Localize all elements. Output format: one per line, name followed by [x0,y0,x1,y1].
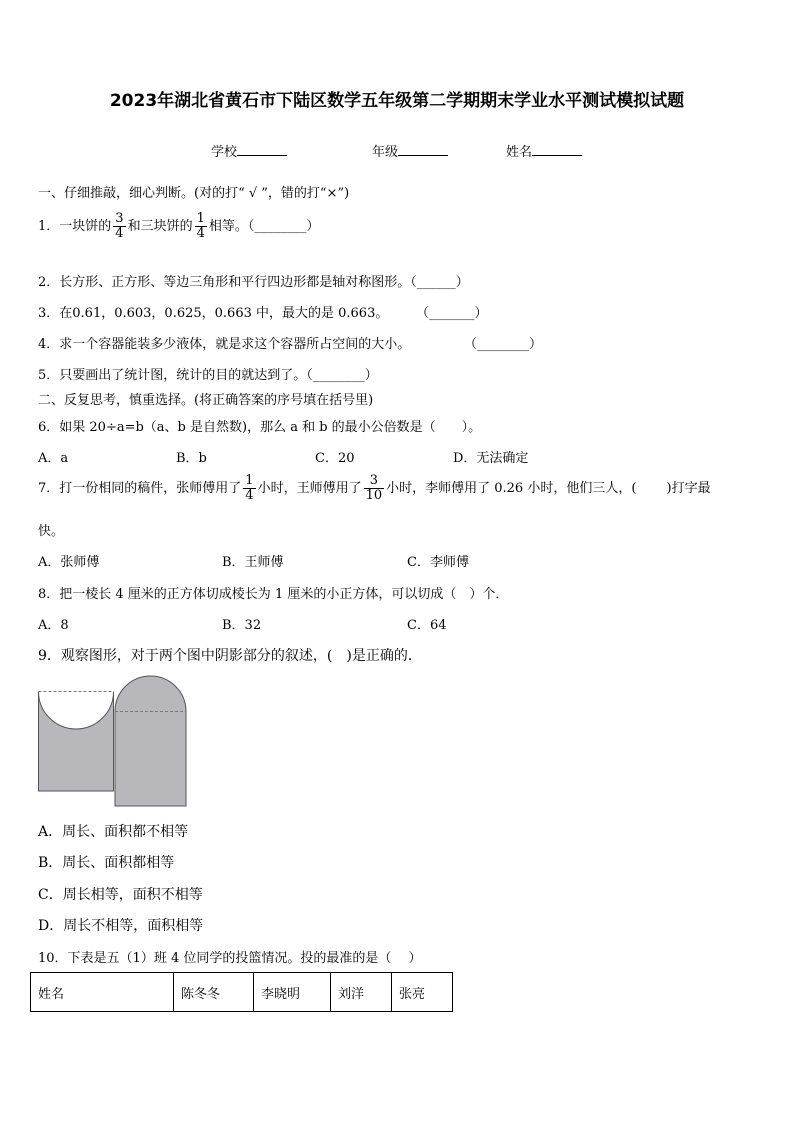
question-3 [38,302,388,321]
table-header-cell: 张亮 [392,973,453,1012]
question-4: 4．求一个容器能装多少液体，就是求这个容器所占空间的大小。 [38,337,411,352]
section-1-heading: 一、仔细推敲，细心判断。(对的打“ √ ”，错的打“×”) [38,186,350,201]
q3-text: 3．在0.61，0.603，0.625，0.663 中，最大的是 0.663。 [38,306,389,321]
question-10: 10．下表是五（1）班 4 位同学的投篮情况。投的最准的是（ ） [38,951,422,966]
q6-option-a[interactable]: A．a [38,451,69,466]
q7-text-mid: 小时，王师傅用了 [257,481,362,496]
q7-continuation: 快。 [38,524,65,539]
question-2: 2．长方形、正方形、等边三角形和平行四边形都是轴对称图形。（______） [38,275,469,290]
grade-label: 年级 [372,145,399,160]
q1-text-post: 相等。（________） [208,219,320,234]
question-7 [38,474,711,503]
question-8: 8．把一棱长 4 厘米的正方体切成棱长为 1 厘米的小正方体，可以切成（ ）个． [38,587,509,602]
q9-option-d[interactable]: D．周长不相等，面积相等 [38,918,204,934]
q7-option-a[interactable]: A．张师傅 [38,555,100,570]
name-label: 姓名 [506,145,533,160]
q7-text-pre: 7．打一份相同的稿件，张师傅用了 [38,481,242,496]
page-title: 2023年湖北省黄石市下陆区数学五年级第二学期期末学业水平测试模拟试题 [109,91,685,111]
q8-option-a[interactable]: A．8 [38,618,69,633]
question-6: 6．如果 20÷a=b（a、b 是自然数)，那么 a 和 b 的最小公倍数是（ ）。 [38,420,482,435]
fraction-three-quarters [113,212,125,241]
name-field[interactable] [506,141,582,160]
q1-text-mid: 和三块饼的 [127,219,193,234]
fraction-denominator: 4 [115,226,124,241]
q9-option-b[interactable]: B．周长、面积都相等 [38,855,175,871]
fraction-numerator: 3 [369,473,378,488]
table-header-cell: 姓名 [31,973,174,1012]
right-shaded-figure [115,676,186,806]
school-blank[interactable] [237,143,287,156]
fraction-numerator: 1 [245,473,254,488]
q9-option-a[interactable]: A．周长、面积都不相等 [38,824,189,840]
table-row [31,973,453,1012]
question-9: 9．观察图形，对于两个图中阴影部分的叙述，( )是正确的． [38,648,422,664]
school-field[interactable] [211,141,287,160]
question-1 [38,212,319,241]
fraction-one-quarter [195,212,207,241]
name-blank[interactable] [532,143,582,156]
school-label: 学校 [211,145,238,160]
table-header-cell: 陈冬冬 [174,973,254,1012]
q6-option-d[interactable]: D．无法确定 [453,451,529,466]
shaded-figures [36,674,188,809]
left-shaded-figure [39,692,114,792]
question-5: 5．只要画出了统计图，统计的目的就达到了。（________） [38,368,378,383]
fraction-denominator: 10 [365,488,383,503]
fraction-one-quarter [243,474,255,503]
table-header-cell: 李晓明 [254,973,331,1012]
q8-option-b[interactable]: B．32 [222,618,262,633]
fraction-three-tenths [364,474,385,503]
grade-field[interactable] [372,141,448,160]
fraction-denominator: 4 [245,488,254,503]
q7-text-post: 小时，李师傅用了 0.26 小时，他们三人，( )打字最 [386,481,711,496]
q8-option-c[interactable]: C．64 [407,618,447,633]
q7-option-b[interactable]: B．王师傅 [222,555,284,570]
q3-answer-paren[interactable]: （_______） [416,306,488,321]
q6-option-b[interactable]: B．b [176,451,207,466]
table-header-cell: 刘洋 [331,973,392,1012]
q9-option-c[interactable]: C．周长相等，面积不相等 [38,887,203,903]
basketball-table [30,972,453,1012]
fraction-numerator: 1 [196,211,205,226]
q6-option-c[interactable]: C．20 [315,451,355,466]
fraction-denominator: 4 [196,226,205,241]
section-2-heading: 二、反复思考，慎重选择。(将正确答案的序号填在括号里) [38,393,374,408]
fraction-numerator: 3 [115,211,124,226]
q4-answer-paren[interactable]: （________） [464,337,543,352]
q1-text-pre: 1．一块饼的 [38,219,112,234]
q7-option-c[interactable]: C．李师傅 [407,555,469,570]
grade-blank[interactable] [398,143,448,156]
